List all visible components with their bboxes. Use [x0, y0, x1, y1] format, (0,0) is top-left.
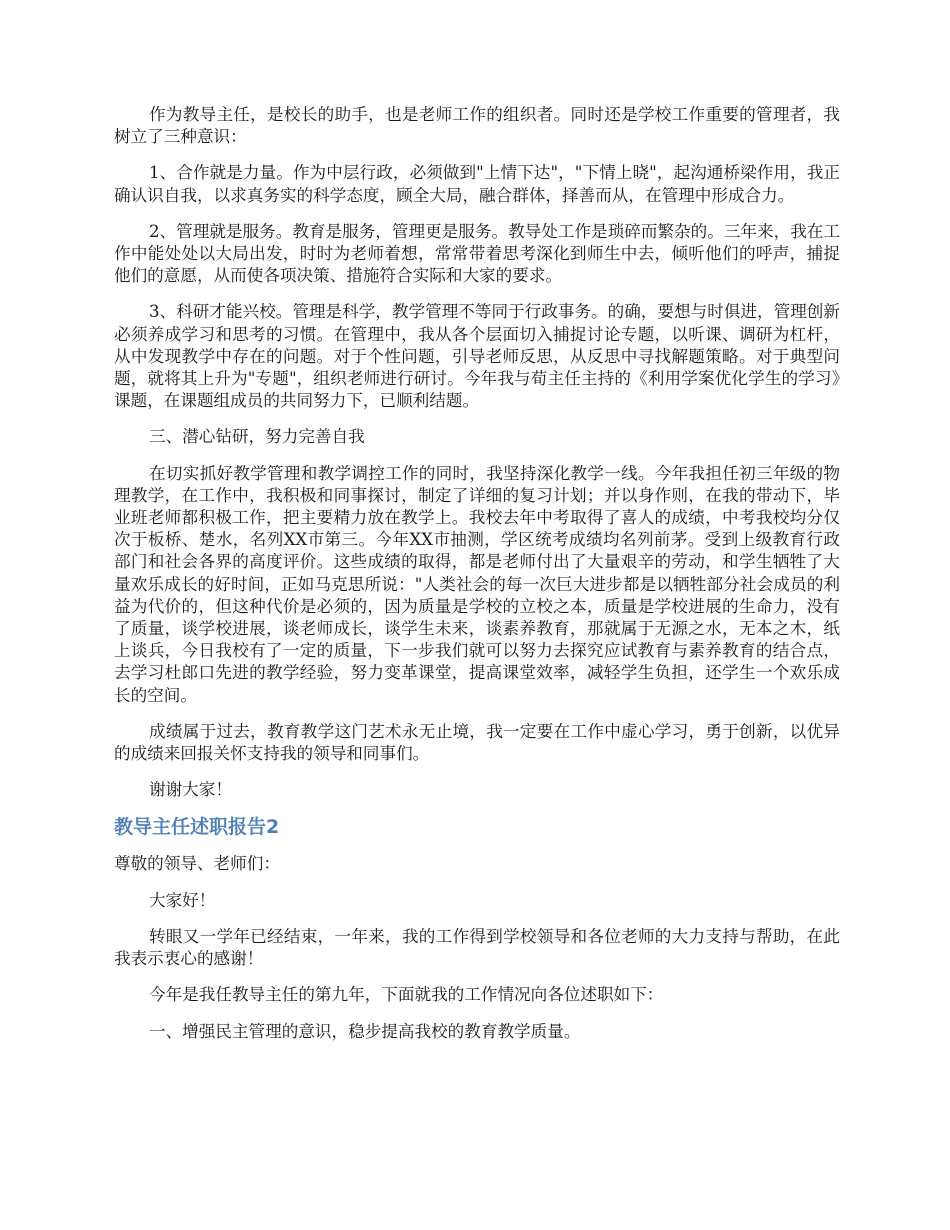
paragraph-service: 2、管理就是服务。教育是服务，管理更是服务。教导处工作是琐碎而繁杂的。三年来，我在工作中能处处以大局出发，时时为老师着想，常常带着思考深化到师生中去，倾听他们的呼声，捕捉他们的意愿，从而使各项决策、措施符合实际和大家的要求。 [114, 221, 840, 286]
paragraph-democracy: 一、增强民主管理的意识，稳步提高我校的教育教学质量。 [149, 1021, 581, 1041]
paragraph-intro: 作为教导主任，是校长的助手，也是老师工作的组织者。同时还是学校工作重要的管理者，我树立了三种意识： [114, 105, 840, 147]
paragraph-thanks: 谢谢大家！ [149, 780, 232, 800]
hello-line: 大家好！ [149, 890, 216, 910]
document-page [114, 104, 840, 1057]
paragraph-year-end: 转眼又一学年已经结束，一年来，我的工作得到学校领导和各位老师的大力支持与帮助，在此我表示衷心的感谢！ [114, 926, 840, 969]
paragraph-conclusion: 成绩属于过去，教育教学这门艺术永无止境，我一定要在工作中虚心学习，勇于创新，以优异的成绩来回报关怀支持我的领导和同事们。 [114, 721, 840, 764]
paragraph-ninth-year: 今年是我任教导主任的第九年，下面就我的工作情况向各位述职如下： [149, 985, 664, 1005]
paragraph-research: 3、科研才能兴校。管理是科学，教学管理不等同于行政事务。的确，要想与时俱进，管理创新必须养成学习和思考的习惯。在管理中，我从各个层面切入捕捉讨论专题，以听课、调研为杠杆，从中发现教学中存在的问题。对于个性问题，引导老师反思，从反思中寻找解题策略。对于典型问题，就将其上升为"专题"，组织老师进行研讨。今年我与荀主任主持的《利用学案优化学生的学习》课题，在课题组成员的共同努力下，已顺利结题。 [114, 302, 840, 411]
paragraph-cooperation: 1、合作就是力量。作为中层行政，必须做到"上情下达"，"下情上晓"，起沟通桥梁作用，我正确认识自我，以求真务实的科学态度，顾全大局，融合群体，择善而从，在管理中形成合力。 [114, 163, 840, 205]
paragraph-teaching: 在切实抓好教学管理和教学调控工作的同时，我坚持深化教学一线。今年我担任初三年级的物理教学，在工作中，我积极和同事探讨，制定了详细的复习计划；并以身作则，在我的带动下，毕业班老师都积极工作，把主要精力放在教学上。我校去年中考取得了喜人的成绩，中考我校均分仅次于板桥、楚水，名列XX市第三。今年XX市抽测，学区统考成绩均名列前茅。受到上级教育行政部门和社会各界的高度评价。这些成绩的取得，都是老师付出了大量艰辛的劳动，和学生牺牲了大量欢乐成长的好时间，正如马克思所说："人类社会的每一次巨大进步都是以牺牲部分社会成员的利益为代价的，但这种代价是必须的，因为质量是学校的立校之本，质量是学校进展的生命力，没有了质量，谈学校进展，谈老师成长，谈学生未来，谈素养教育，那就属于无源之水，无本之木，纸上谈兵，今日我校有了一定的质量，下一步我们就可以努力去探究应试教育与素养教育的结合点，去学习杜郎口先进的教学经验，努力变革课堂，提高课堂效率，减轻学生负担，还学生一个欢乐成长的空间。 [114, 463, 840, 705]
section-subtitle: 三、潜心钻研，努力完善自我 [149, 427, 365, 447]
report-heading: 教导主任述职报告2 [114, 816, 280, 839]
greeting-line: 尊敬的领导、老师们： [114, 854, 280, 874]
